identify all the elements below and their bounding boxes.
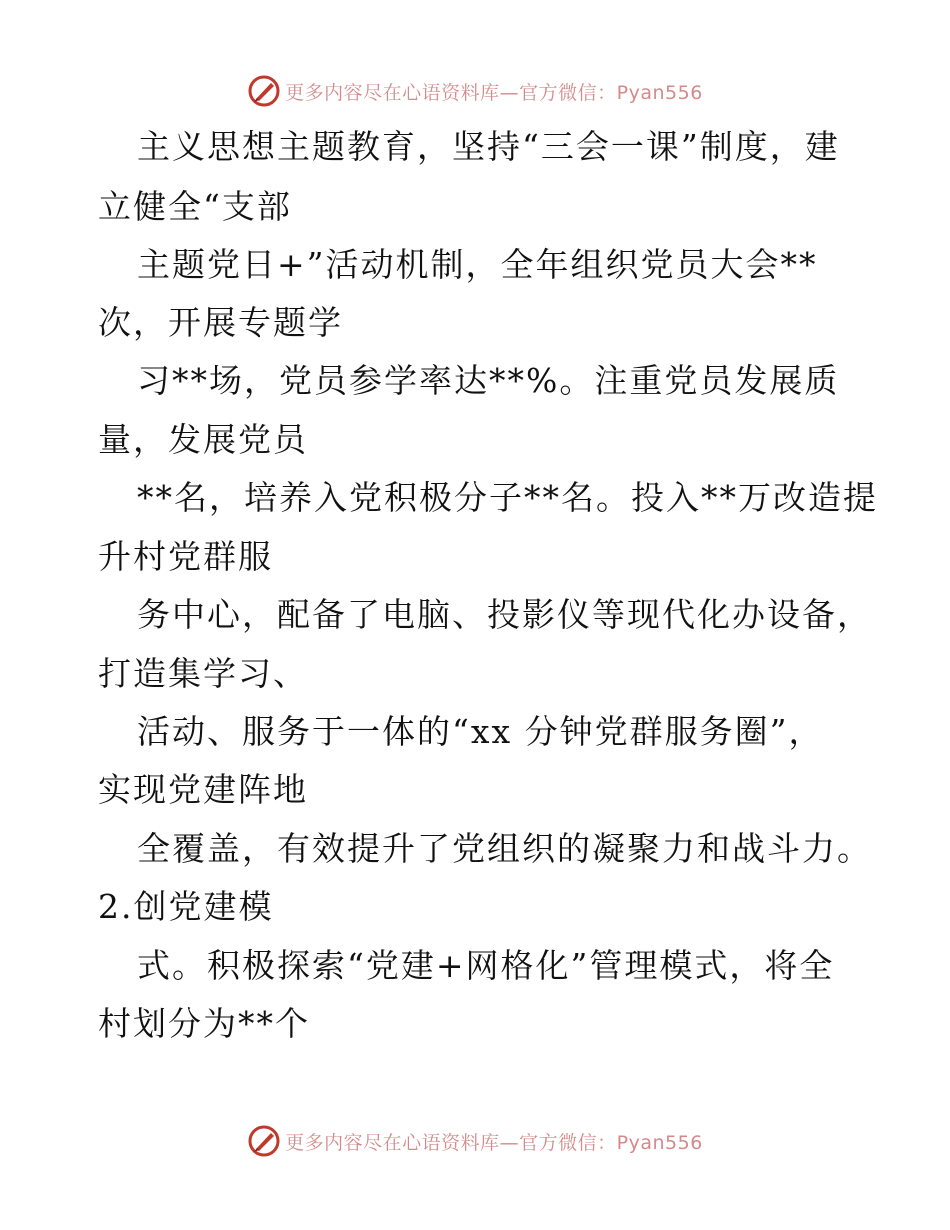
text-line: 量，发展党员 bbox=[98, 420, 308, 459]
text-line: 村划分为**个 bbox=[98, 1004, 310, 1043]
text-line: 活动、服务于一体的“xx 分钟党群服务圈”， bbox=[137, 712, 824, 751]
text-line: 式。积极探索“党建+网格化”管理模式，将全 bbox=[137, 946, 835, 985]
footer-watermark bbox=[0, 1123, 950, 1159]
watermark-text: 更多内容尽在心语资料库—官方微信：Pyan556 bbox=[285, 81, 703, 104]
text-line: 打造集学习、 bbox=[98, 654, 308, 693]
watermark-text: 更多内容尽在心语资料库—官方微信：Pyan556 bbox=[285, 1131, 703, 1154]
text-line: 务中心，配备了电脑、投影仪等现代化办设备， bbox=[137, 595, 872, 634]
text-line: 主题党日+”活动机制，全年组织党员大会** bbox=[137, 245, 818, 284]
text-line: 立健全“支部 bbox=[98, 187, 292, 226]
text-line: 全覆盖，有效提升了党组织的凝聚力和战斗力。 bbox=[137, 829, 872, 868]
text-line: 实现党建阵地 bbox=[98, 770, 308, 809]
text-line: **名，培养入党积极分子**名。投入**万改造提 bbox=[137, 478, 878, 517]
text-line: 习**场，党员参学率达**%。注重党员发展质 bbox=[137, 361, 840, 400]
text-line: 主义思想主题教育，坚持“三会一课”制度，建 bbox=[137, 127, 840, 166]
text-line: 次，开展专题学 bbox=[98, 303, 343, 342]
text-line: 升村党群服 bbox=[98, 537, 273, 576]
text-line: 2.创党建模 bbox=[98, 887, 274, 926]
quill-seal-icon bbox=[247, 1124, 281, 1158]
